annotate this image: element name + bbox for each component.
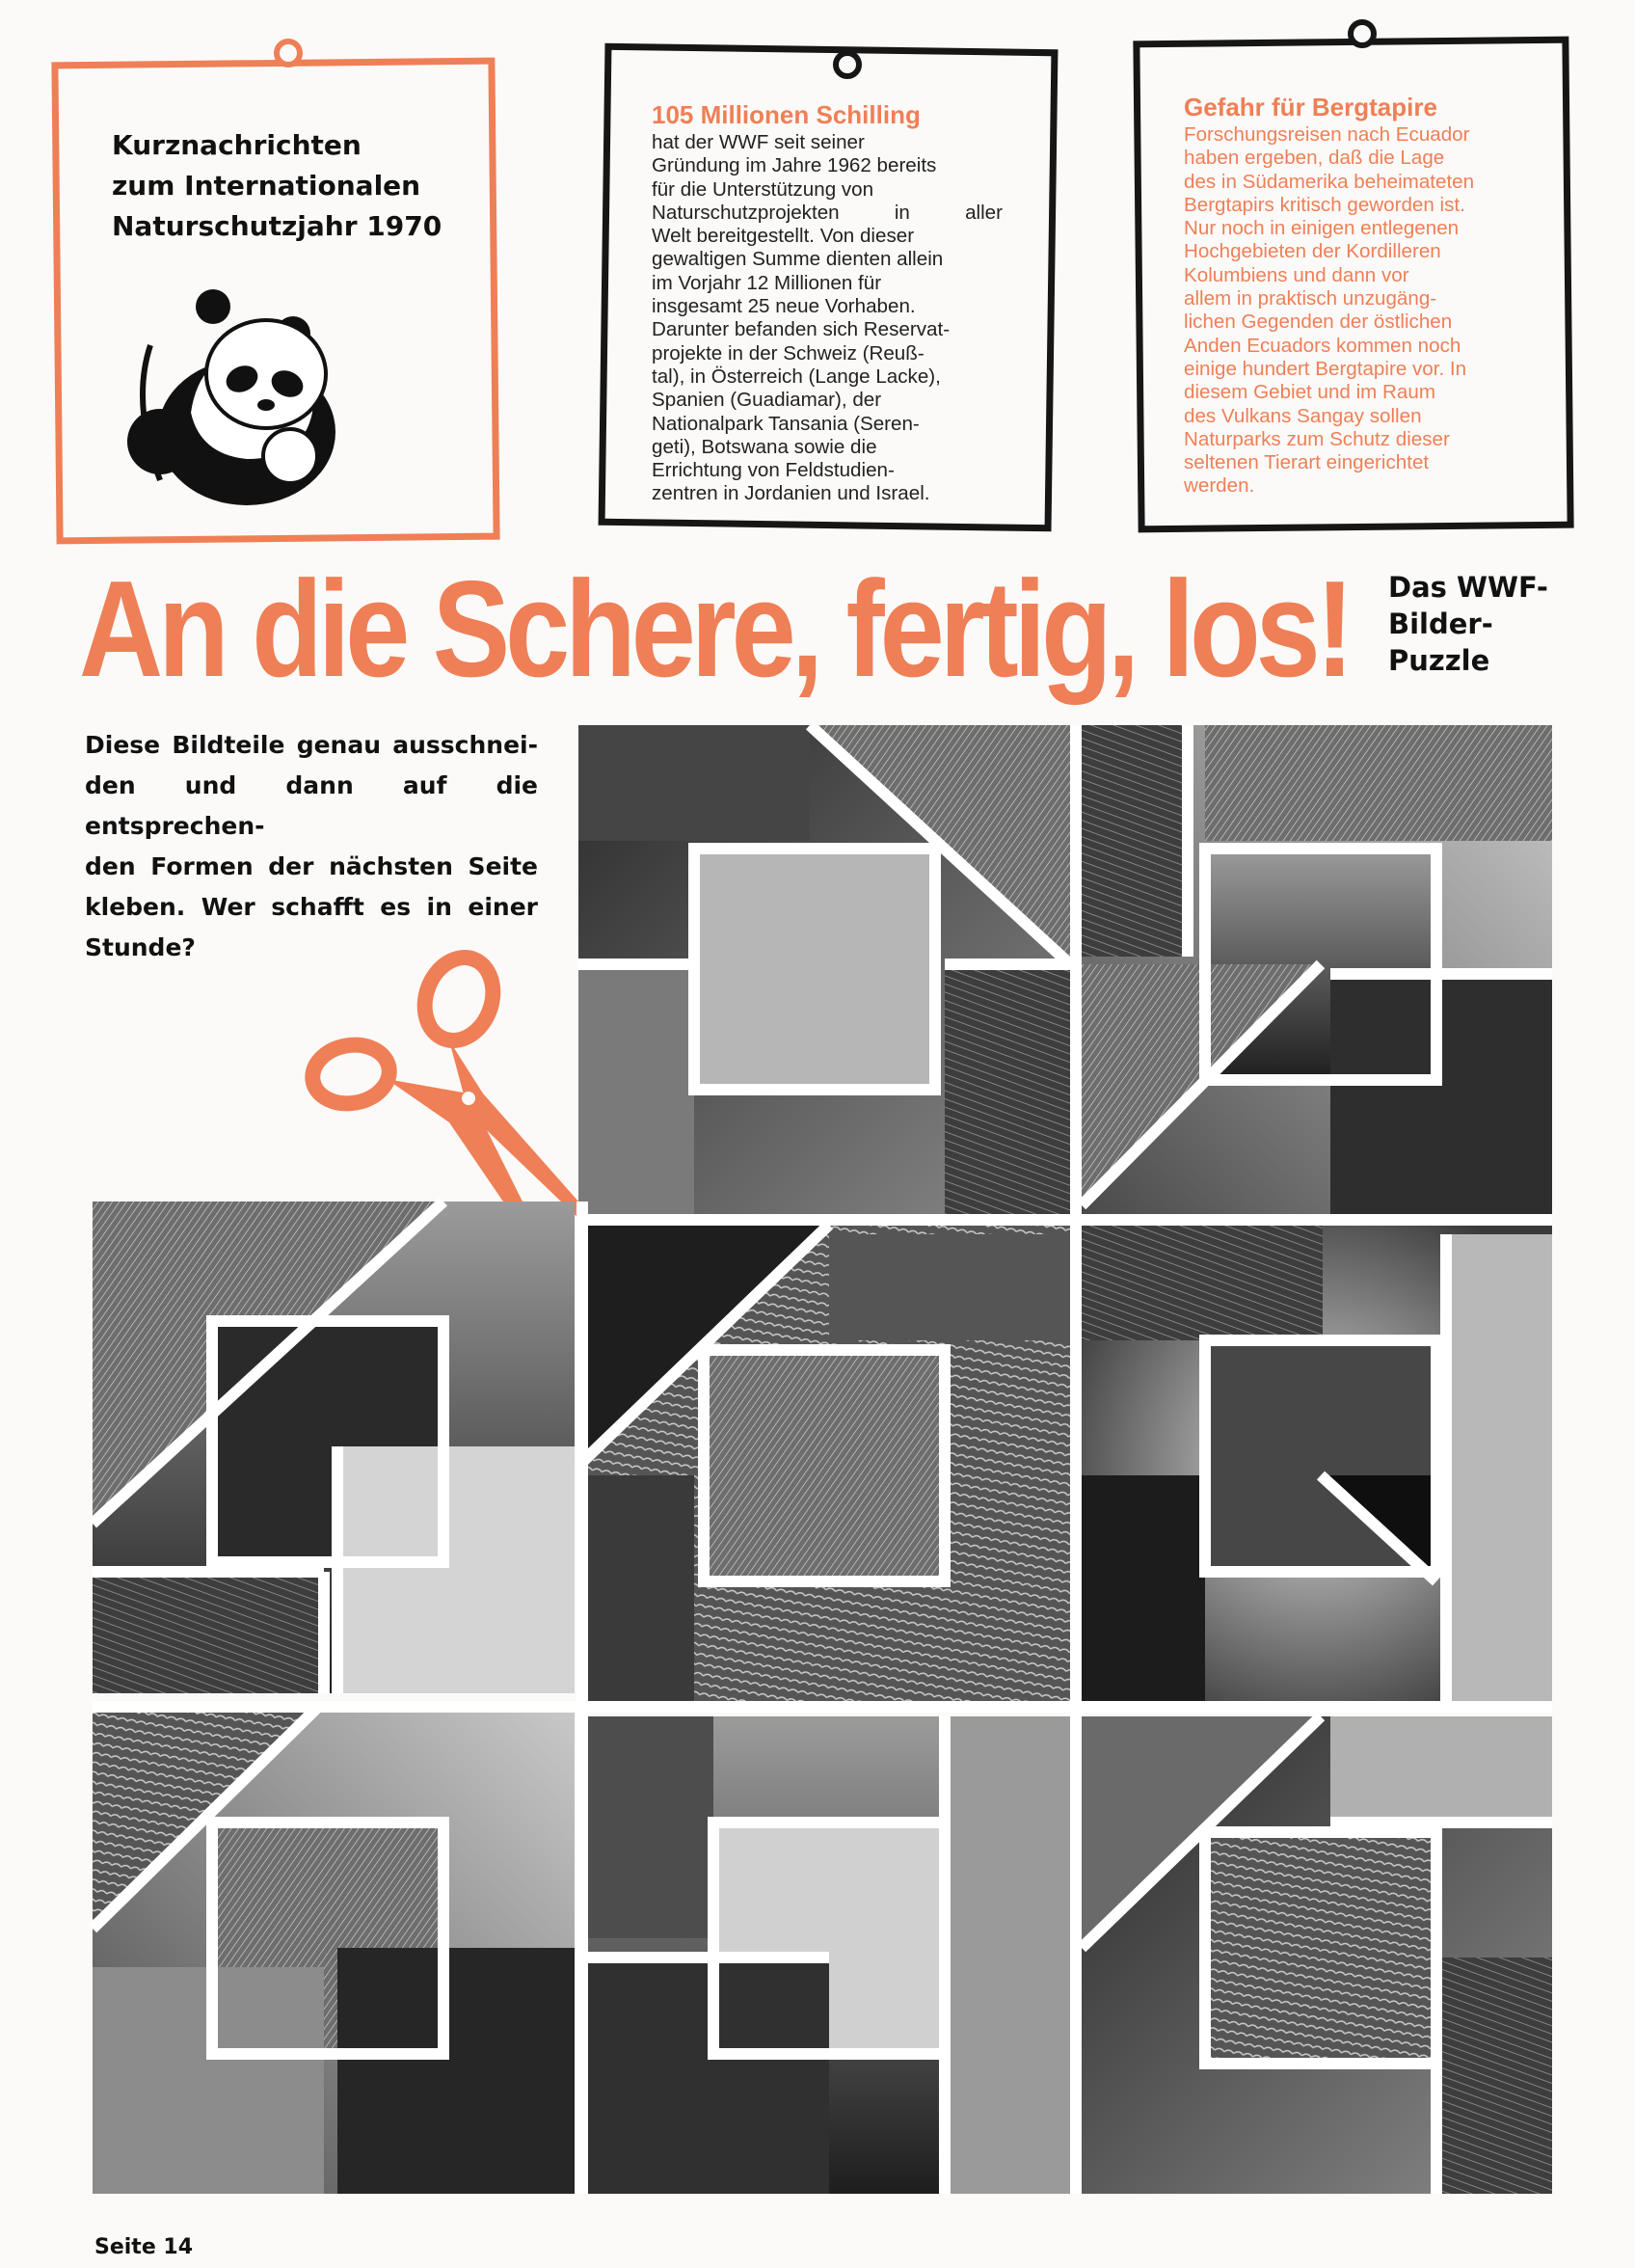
text-line: werden. [1184,474,1255,498]
text-line: Nationalpark Tansania (Seren- [652,412,920,435]
text-line: geti), Botswana sowie die [652,435,877,458]
instruction-line: den und dann auf die entsprechen- [85,771,538,840]
page-number: Seite 14 [94,2235,194,2259]
text-line: hat der WWF seit seiner [652,131,865,153]
text-line: seltenen Tierart eingerichtet [1184,451,1430,474]
text-line: Hochgebieten der Kordilleren [1184,240,1441,263]
text-line: zentren in Jordanien und Israel. [652,482,930,505]
instruction-line: kleben. Wer schafft es in einer [85,893,538,921]
text-line: Welt bereitgestellt. Von dieser [652,225,915,248]
text-line: Anden Ecuadors kommen noch [1184,334,1461,357]
text-line: tal), in Österreich (Lange Lacke), [652,364,941,388]
instruction-line: Diese Bildteile genau ausschnei- [85,731,538,759]
text-line: allem in praktisch unzugäng- [1184,287,1437,310]
text-line: Gründung im Jahre 1962 bereits [652,154,937,177]
text-line: für die Unterstützung von [652,177,874,201]
text-line: Forschungsreisen nach Ecuador [1184,123,1470,146]
text-line: des Vulkans Sangay sollen [1184,404,1422,427]
text-line: einige hundert Bergtapire vor. In [1184,357,1467,380]
text-line: diesem Gebiet und im Raum [1184,381,1435,404]
text-line: Spanien (Guadiamar), der [652,389,882,412]
subtitle-line: Puzzle [1388,644,1490,677]
instruction-line: den Formen der nächsten Seite [85,852,538,880]
text-line: lichen Gegenden der östlichen [1184,310,1453,334]
instruction-line: Stunde? [85,933,196,961]
subtitle-line: Bilder- [1388,608,1493,640]
news-heading: 105 Millionen Schilling [652,100,921,129]
text-line: Naturschutzprojekten in aller [652,201,1003,224]
text-line: Nur noch in einigen entlegenen [1184,217,1460,240]
text-line: Errichtung von Feldstudien- [652,459,895,482]
text-line: haben ergeben, daß die Lage [1184,147,1445,170]
text-line: im Vorjahr 12 Millionen für [652,271,882,294]
intro-title-line: zum Internationalen [112,170,421,202]
text-line: insgesamt 25 neue Vorhaben. [652,295,916,318]
text-line: gewaltigen Summe dienten allein [652,248,944,271]
text-line: Bergtapirs kritisch geworden ist. [1184,193,1465,216]
news-heading: Gefahr für Bergtapire [1184,93,1437,122]
text-line: Darunter befanden sich Reservat- [652,318,951,341]
text-line: Naturparks zum Schutz dieser [1184,427,1450,450]
text-line: Kolumbiens und dann vor [1184,263,1409,286]
subtitle-line: Das WWF- [1388,571,1548,604]
text-line: projekte in der Schweiz (Reuß- [652,341,925,364]
page-headline: An die Schere, fertig, los! [79,553,1350,706]
intro-title-line: Kurznachrichten [112,129,362,161]
text-line: des in Südamerika beheimateten [1184,170,1475,193]
intro-title-line: Naturschutzjahr 1970 [112,210,442,242]
